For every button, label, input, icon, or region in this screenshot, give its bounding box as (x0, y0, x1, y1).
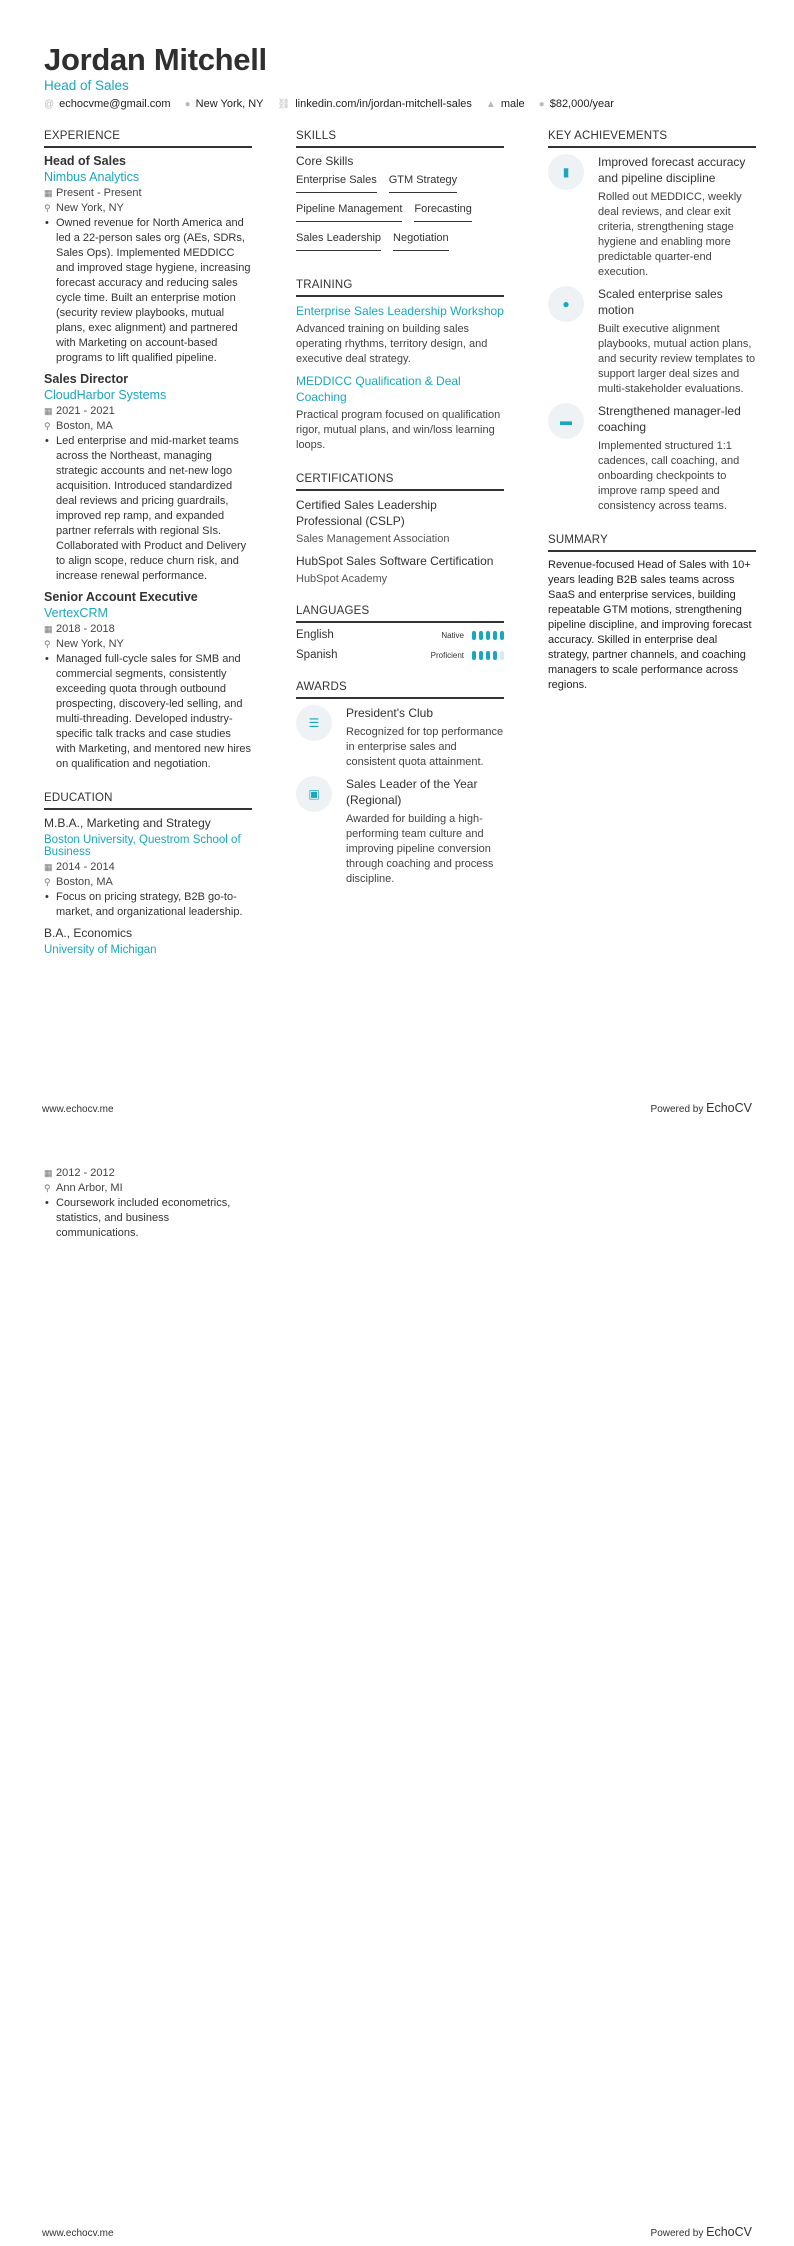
dates: 2018 - 2018 (56, 623, 115, 635)
cert-name: HubSpot Sales Software Certification (296, 554, 494, 568)
language-level: Native (441, 630, 464, 640)
training-entry (296, 303, 504, 367)
skill-tag: GTM Strategy (389, 172, 457, 193)
proficiency-dot (493, 631, 497, 640)
education-continued (44, 1166, 252, 1247)
achievements-entry (548, 154, 756, 280)
education-section (44, 792, 252, 956)
education-entry (44, 816, 252, 920)
section-heading: SKILLS (296, 130, 504, 148)
section-heading: KEY ACHIEVEMENTS (548, 130, 756, 148)
company: CloudHarbor Systems (44, 388, 167, 402)
experience-entry (44, 154, 252, 366)
section-heading: LANGUAGES (296, 605, 504, 623)
comment-dots-icon: ▬ (548, 403, 584, 439)
candidate-title: Head of Sales (44, 78, 129, 93)
skill-tag: Negotiation (393, 230, 449, 251)
proficiency-meter (472, 651, 504, 660)
skill-tag: Pipeline Management (296, 201, 402, 222)
proficiency-dot (479, 631, 483, 640)
contact-salary: ● $82,000/year (538, 98, 614, 110)
language-row (296, 629, 504, 641)
language-row (296, 649, 504, 661)
skill-group: Core Skills (296, 154, 354, 168)
training-desc: Practical program focused on qualification rigor, mutual plans, and win/loss learning loops. (296, 409, 501, 451)
job-title: Head of Sales (44, 154, 126, 168)
cert-name: Certified Sales Leadership Professional (CSLP) (296, 498, 437, 528)
achievements-desc: Implemented structured 1:1 cadences, call coaching, and onboarding checkpoints to improve ramp speed and consistency across teams. (598, 440, 740, 512)
awards-title: Sales Leader of the Year (Regional) (346, 777, 478, 807)
map-pin-icon: ⚲ (44, 421, 51, 431)
at-icon: @ (44, 99, 55, 110)
languages-section (296, 605, 504, 661)
language-name: Spanish (296, 649, 338, 661)
training-title: MEDDICC Qualification & Deal Coaching (296, 374, 461, 404)
cert-issuer: Sales Management Association (296, 533, 450, 545)
education-entry (44, 926, 252, 956)
section-heading: SUMMARY (548, 534, 756, 552)
chat-bubble-icon: ● (548, 286, 584, 322)
summary-text: Revenue-focused Head of Sales with 10+ years leading B2B sales teams across SaaS and enterprise services, building repeatable GTM motions, strengthening pipeline discipline, and improving forecast accuracy. Skilled in enterprise deal strategy, partner channels, and coaching managers to scale performance across regions. (548, 559, 752, 691)
contact-gender: ▲ male (485, 98, 525, 110)
proficiency-dot (493, 651, 497, 660)
section-heading: EXPERIENCE (44, 130, 252, 148)
document-icon: ▮ (548, 154, 584, 190)
map-pin-icon: ● (184, 99, 191, 110)
calendar-icon: ▦ (44, 188, 53, 198)
proficiency-dot (486, 651, 490, 660)
school: University of Michigan (44, 944, 157, 956)
middle-column (296, 130, 504, 907)
brand-logo: EchoCV (706, 1101, 752, 1115)
degree: M.B.A., Marketing and Strategy (44, 816, 211, 830)
section-heading: EDUCATION (44, 792, 252, 810)
footer-site-link[interactable]: www.echocv.me (42, 2228, 114, 2239)
experience-section (44, 130, 252, 772)
location: Boston, MA (56, 876, 113, 888)
language-level: Proficient (430, 650, 464, 660)
achievements-section (548, 130, 756, 514)
proficiency-dot (479, 651, 483, 660)
bullet: • Focus on pricing strategy, B2B go-to-market, and organizational leadership. (44, 890, 252, 920)
dates: 2012 - 2012 (56, 1167, 115, 1179)
experience-entry (44, 372, 252, 584)
achievements-entry (548, 403, 756, 514)
map-pin-icon: ⚲ (44, 1183, 51, 1193)
skill-tag: Enterprise Sales (296, 172, 377, 193)
terminal-icon: ▣ (296, 776, 332, 812)
certification-entry (296, 553, 504, 585)
section-heading: CERTIFICATIONS (296, 473, 504, 491)
dates: 2021 - 2021 (56, 405, 115, 417)
candidate-name: Jordan Mitchell (44, 42, 267, 77)
coin-icon: ● (538, 99, 545, 110)
footer-site-link[interactable]: www.echocv.me (42, 1104, 114, 1115)
achievements-desc: Rolled out MEDDICC, weekly deal reviews, and clear exit criteria, strengthening stage hygiene and enabling more predictable quarter-end execution. (598, 191, 742, 278)
link-icon: ⛓ (277, 99, 291, 110)
dates: 2014 - 2014 (56, 861, 115, 873)
job-title: Sales Director (44, 372, 129, 386)
awards-entry (296, 705, 504, 770)
left-column (44, 130, 252, 976)
proficiency-dot (472, 631, 476, 640)
achievements-desc: Built executive alignment playbooks, mutual action plans, and security review templates to support larger deal sizes and multi-stakeholder evaluations. (598, 323, 756, 395)
contact-location: ● New York, NY (184, 98, 264, 110)
bullet: • Managed full-cycle sales for SMB and commercial segments, consistently exceeding quota through outbound prospecting, discovery-led selling, and multi-threading. Developed industry-specific talk tracks and case studies with Marketing, and mentored new hires on qualification and negotiation. (44, 652, 252, 772)
company: VertexCRM (44, 606, 108, 620)
summary-section (548, 534, 756, 693)
training-section (296, 279, 504, 453)
bullet: • Owned revenue for North America and led a 22-person sales org (AEs, SDRs, Sales Ops). Implemented MEDDICC and improved stage hygiene, increasing forecast accuracy and reducing sales cycle time. Built an enterprise motion (security review playbooks, mutual plans, exec alignment) and partnered with Marketing on account-based programs to lift qualified pipeline. (44, 216, 252, 366)
training-desc: Advanced training on building sales operating rhythms, territory design, and executive deal strategy. (296, 323, 488, 365)
contact-email[interactable]: @ echocvme@gmail.com (44, 98, 171, 110)
proficiency-dot (500, 631, 504, 640)
awards-section (296, 681, 504, 887)
training-title: Enterprise Sales Leadership Workshop (296, 304, 504, 318)
certifications-section (296, 473, 504, 585)
training-entry (296, 373, 504, 453)
awards-desc: Recognized for top performance in enterprise sales and consistent quota attainment. (346, 726, 504, 768)
calendar-icon: ▦ (44, 624, 53, 634)
user-icon: ▲ (485, 99, 496, 110)
map-pin-icon: ⚲ (44, 203, 51, 213)
achievements-title: Improved forecast accuracy and pipeline discipline (598, 155, 746, 185)
job-title: Senior Account Executive (44, 590, 198, 604)
section-heading: AWARDS (296, 681, 504, 699)
location: New York, NY (56, 638, 124, 650)
proficiency-dot (472, 651, 476, 660)
map-pin-icon: ⚲ (44, 877, 51, 887)
bullet: • Coursework included econometrics, statistics, and business communications. (44, 1196, 252, 1241)
footer-powered[interactable]: Powered by EchoCV (650, 1101, 752, 1115)
section-heading: TRAINING (296, 279, 504, 297)
proficiency-meter (472, 631, 504, 640)
achievements-title: Strengthened manager-led coaching (598, 404, 741, 434)
company: Nimbus Analytics (44, 170, 140, 184)
skill-tag: Forecasting (414, 201, 471, 222)
skills-section (296, 130, 504, 259)
awards-entry (296, 776, 504, 887)
calendar-icon: ▦ (44, 406, 53, 416)
list-icon: ☰ (296, 705, 332, 741)
location: Boston, MA (56, 420, 113, 432)
language-name: English (296, 629, 334, 641)
location: New York, NY (56, 202, 124, 214)
skill-tag: Sales Leadership (296, 230, 381, 251)
proficiency-dot (500, 651, 504, 660)
awards-desc: Awarded for building a high-performing team culture and improving pipeline conversion through coaching and process discipline. (346, 813, 494, 885)
right-column (548, 130, 756, 713)
degree: B.A., Economics (44, 926, 133, 940)
map-pin-icon: ⚲ (44, 639, 51, 649)
location: Ann Arbor, MI (56, 1182, 123, 1194)
calendar-icon: ▦ (44, 862, 53, 872)
awards-title: President's Club (346, 706, 433, 720)
school: Boston University, Questrom School of Business (44, 834, 241, 858)
experience-entry (44, 590, 252, 772)
calendar-icon: ▦ (44, 1168, 53, 1178)
proficiency-dot (486, 631, 490, 640)
achievements-entry (548, 286, 756, 397)
cert-issuer: HubSpot Academy (296, 573, 388, 585)
achievements-title: Scaled enterprise sales motion (598, 287, 723, 317)
certification-entry (296, 497, 504, 545)
bullet: • Led enterprise and mid-market teams across the Northeast, managing strategic accounts and net-new logo acquisition. Introduced standardized deal reviews and pricing guardrails, improved rep ramp, and expanded partner referrals with regional SIs. Collaborated with Product and Delivery to align scope, reduce churn risk, and increase renewal performance. (44, 434, 252, 584)
footer-powered[interactable]: Powered by EchoCV (650, 2225, 752, 2239)
contact-bar (44, 98, 614, 110)
brand-logo: EchoCV (706, 2225, 752, 2239)
contact-linkedin[interactable]: ⛓ linkedin.com/in/jordan-mitchell-sales (277, 98, 472, 110)
dates: Present - Present (56, 187, 142, 199)
